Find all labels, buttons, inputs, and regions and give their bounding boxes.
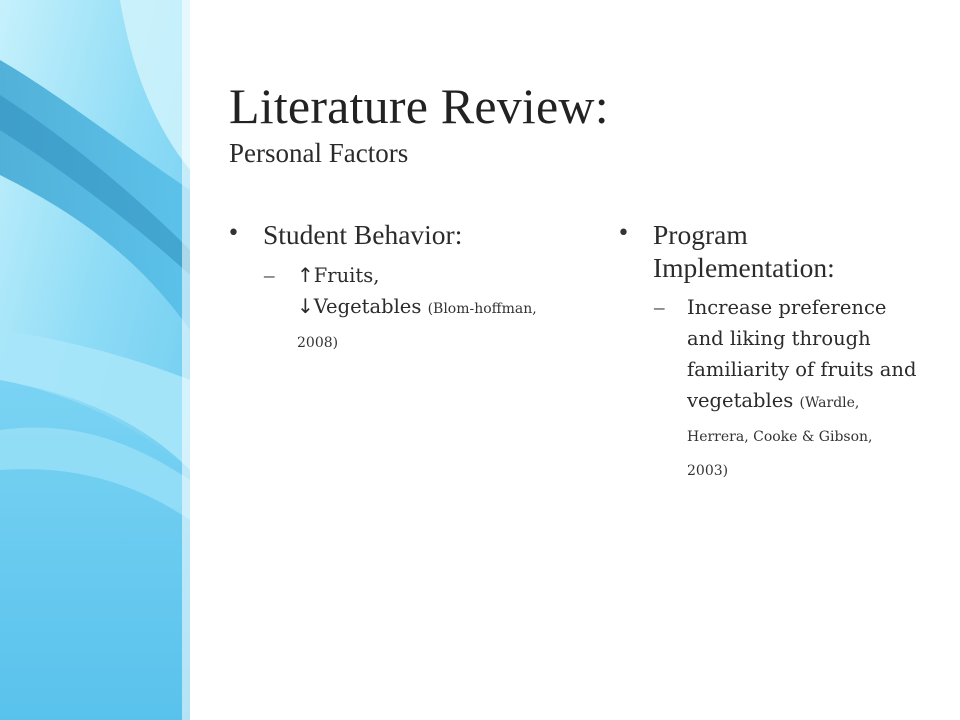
fruits-text: Fruits,: [313, 264, 380, 287]
bullet-item: [617, 216, 917, 284]
right-column: [617, 216, 917, 487]
dash-icon: –: [654, 295, 665, 319]
sub-bullet-item: [654, 292, 917, 487]
bullet-item: [227, 216, 547, 252]
bullet-heading-student-behavior: Student Behavior:: [263, 219, 463, 250]
wave-background-graphic: [0, 0, 190, 720]
sub-bullet-item: [264, 260, 547, 359]
bullet-heading-program-implementation: Program Implementation:: [653, 219, 835, 283]
slide-title: Literature Review:: [229, 78, 609, 134]
citation-text: (Wardle, Herrera, Cooke & Gibson, 2003): [687, 395, 873, 479]
sub-bullet-text: [687, 292, 917, 487]
left-column: [227, 216, 547, 359]
down-arrow-icon: ↓: [297, 294, 314, 318]
bullet-dot-icon: •: [617, 221, 630, 246]
sub-bullet-body: Increase preference and liking through familiarity of fruits and vegetables: [687, 296, 917, 412]
citation-text: (Blom-hoffman, 2008): [297, 301, 537, 351]
sub-bullet-text: [297, 260, 547, 359]
slide-subtitle: Personal Factors: [229, 138, 409, 168]
decorative-side-panel: [0, 0, 190, 720]
up-arrow-icon: ↑: [297, 263, 314, 287]
dash-icon: –: [264, 263, 275, 287]
bullet-dot-icon: •: [227, 221, 240, 246]
title-block: [229, 76, 929, 169]
vegetables-text: Vegetables: [313, 295, 422, 318]
